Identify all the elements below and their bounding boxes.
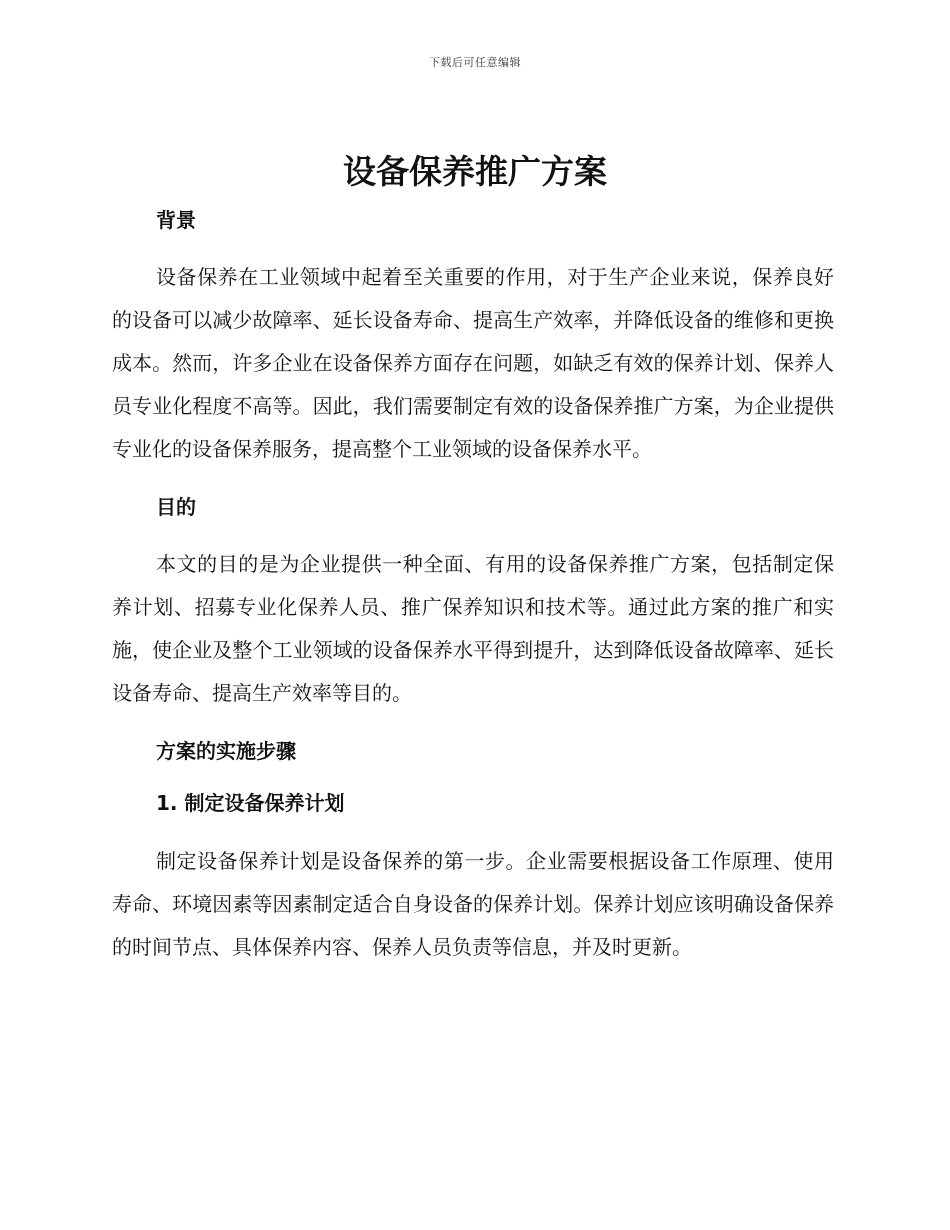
paragraph-purpose: 本文的目的是为企业提供一种全面、有用的设备保养推广方案，包括制定保养计划、招募专业化保养人员、推广保养知识和技术等。通过此方案的推广和实施，使企业及整个工业领域的设备保养水平得到提升，达到降低设备故障率、延长设备寿命、提高生产效率等目的。 <box>112 552 834 705</box>
document-title: 设备保养推广方案 <box>343 152 607 191</box>
paragraph-background: 设备保养在工业领域中起着至关重要的作用，对于生产企业来说，保养良好的设备可以减少故障率、延长设备寿命、提高生产效率，并降低设备的维修和更换成本。然而，许多企业在设备保养方面存在问题，如缺乏有效的保养计划、保养人员专业化程度不高等。因此，我们需要制定有效的设备保养推广方案，为企业提供专业化的设备保养服务，提高整个工业领域的设备保养水平。 <box>112 265 834 461</box>
section-heading-purpose: 目的 <box>156 495 196 519</box>
subsection-heading-step1: 1. 制定设备保养计划 <box>156 791 345 815</box>
paragraph-step1: 制定设备保养计划是设备保养的第一步。企业需要根据设备工作原理、使用寿命、环境因素等因素制定适合自身设备的保养计划。保养计划应该明确设备保养的时间节点、具体保养内容、保养人员负责等信息，并及时更新。 <box>112 849 834 959</box>
document-body <box>112 200 834 969</box>
header-note: 下载后可任意编辑 <box>429 56 521 69</box>
section-heading-background: 背景 <box>156 208 196 232</box>
section-heading-steps: 方案的实施步骤 <box>156 739 296 763</box>
